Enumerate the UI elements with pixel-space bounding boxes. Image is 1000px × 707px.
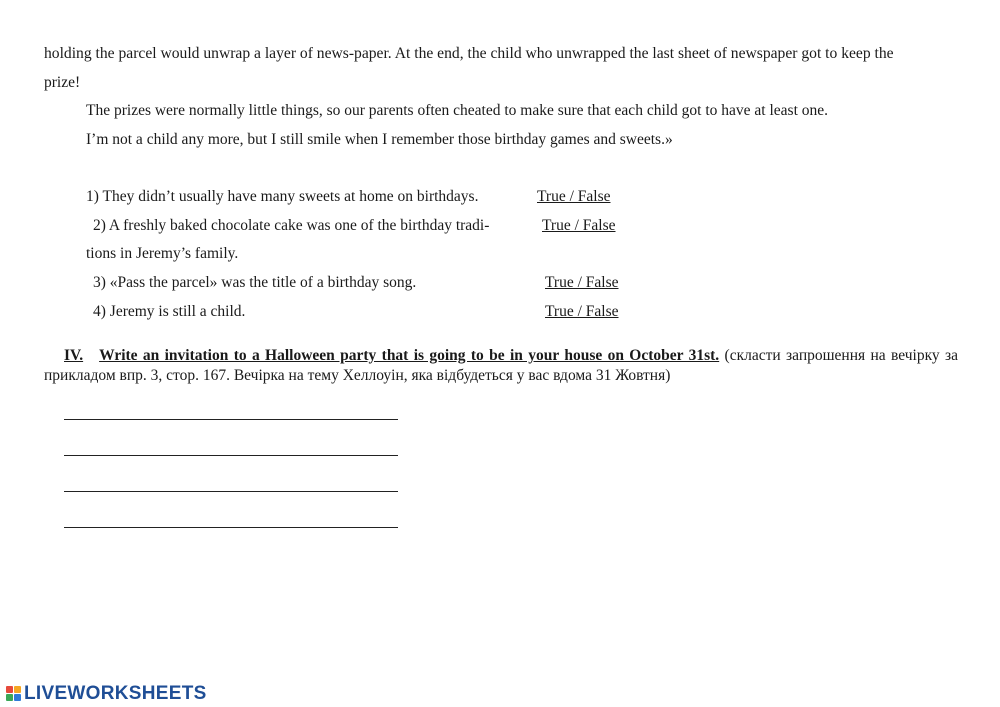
liveworksheets-logo-icon: [6, 686, 22, 702]
passage-line-3: The prizes were normally little things, so our parents often cheated to make sure that each child got to have at least one.: [86, 102, 829, 119]
statement-4: 4) Jeremy is still a child.: [93, 303, 246, 320]
statement-2-continuation: tions in Jeremy’s family.: [86, 245, 239, 262]
passage-line-4: I’m not a child any more, but I still smile when I remember those birthday games and sweets.»: [86, 131, 673, 148]
liveworksheets-logo: [6, 683, 207, 705]
statement-1-answer[interactable]: True / False: [537, 188, 611, 205]
task-4-heading: [44, 347, 719, 364]
answer-line-4[interactable]: [64, 527, 398, 528]
task-4-translation: (скласти запрошення на вечірку за прикладом впр. 3, стор. 167. Вечірка на тему Хеллоуін, яка відбудеться у вас вдома 31 Жовтня): [44, 347, 959, 384]
answer-line-2[interactable]: [64, 455, 398, 456]
statement-4-answer[interactable]: True / False: [545, 303, 619, 320]
answer-line-3[interactable]: [64, 491, 398, 492]
passage-line-1: holding the parcel would unwrap a layer of news-paper. At the end, the child who unwrapped the last sheet of newspaper got to keep the: [44, 45, 894, 62]
task-4: [44, 346, 958, 386]
passage-line-2: prize!: [44, 74, 81, 91]
statement-1: 1) They didn’t usually have many sweets at home on birthdays.: [86, 188, 479, 205]
statement-2-answer[interactable]: True / False: [542, 217, 616, 234]
statement-2: 2) A freshly baked chocolate cake was one of the birthday tradi-: [93, 217, 490, 234]
task-4-heading-text: Write an invitation to a Halloween party that is going to be in your house on October 31st.: [99, 347, 720, 364]
liveworksheets-logo-text: LIVEWORKSHEETS: [24, 683, 207, 704]
task-4-number: IV.: [64, 347, 84, 364]
answer-line-1[interactable]: [64, 419, 398, 420]
statement-3: 3) «Pass the parcel» was the title of a birthday song.: [93, 274, 417, 291]
statement-3-answer[interactable]: True / False: [545, 274, 619, 291]
